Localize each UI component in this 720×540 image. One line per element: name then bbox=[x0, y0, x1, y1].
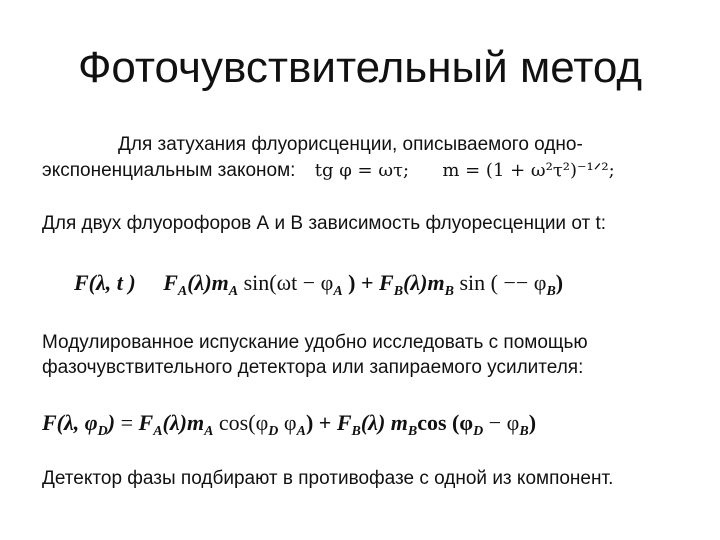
paragraph-2: Для двух флуорофоров А и В зависимость флуоресценции от t: bbox=[42, 213, 607, 234]
eq1-term1-f-sub: A bbox=[177, 284, 188, 299]
eq2-close: ) bbox=[528, 410, 537, 435]
eq1-term2-f: F bbox=[379, 270, 394, 295]
eq2-term1-phi-sub: D bbox=[268, 424, 279, 439]
eq2-term2-f: F bbox=[336, 410, 352, 435]
eq2-lhs-close: ) bbox=[107, 410, 116, 435]
slide-title: Фоточувствительный метод bbox=[77, 43, 643, 92]
eq1-term2-mid: (λ)m bbox=[403, 270, 445, 295]
eq2-term1-phi2-sub: A bbox=[296, 424, 306, 439]
paragraph-4: Детектор фазы подбирают в противофазе с одной из компонент. bbox=[42, 468, 614, 489]
eq2-term2-phi2-sub: B bbox=[519, 424, 529, 439]
eq1-term1-f: F bbox=[163, 270, 178, 295]
eq1-term1-mid: (λ)m bbox=[187, 270, 229, 295]
paragraph-3-line-1: Модулированное испускание удобно исследовать с помощью bbox=[42, 332, 588, 353]
eq2-term2-minus: − φ bbox=[483, 410, 520, 435]
eq2-lhs: F(λ, φ bbox=[42, 410, 98, 435]
eq1-close: ) bbox=[555, 270, 564, 295]
eq2-term1-function: cos(φ bbox=[213, 410, 269, 435]
eq1-term1-function: sin(ωt − φ bbox=[238, 270, 334, 295]
eq2-equals: = bbox=[115, 410, 139, 435]
paragraph-3-line-2: фазочувствительного детектора или запираемого усилителя: bbox=[42, 357, 584, 378]
eq2-term2-m-sub: B bbox=[407, 424, 418, 439]
paragraph-1-line-1: Для затухания флуорисценции, описываемого одно- bbox=[118, 134, 583, 155]
phase-formula: tg φ = ωτ; bbox=[314, 160, 410, 181]
eq1-term2-f-sub: B bbox=[393, 284, 404, 299]
eq1-term1-phi-sub: A bbox=[333, 284, 343, 299]
eq1-term2-m-sub: B bbox=[444, 284, 454, 299]
eq2-lhs-sub: D bbox=[97, 424, 108, 439]
eq1-lhs: F(λ, t ) bbox=[74, 270, 136, 295]
eq2-term1-mid: (λ)m bbox=[162, 410, 205, 435]
modulation-formula: m = (1 + ω²τ²)⁻¹ᐟ²; bbox=[442, 160, 615, 181]
eq1-term2-phi-sub: B bbox=[546, 284, 556, 299]
eq2-term1-f: F bbox=[138, 410, 154, 435]
equation-fluorescence-time bbox=[74, 270, 563, 300]
eq2-plus: ) + bbox=[305, 410, 337, 435]
eq1-term2-function: sin ( −− φ bbox=[453, 270, 547, 295]
paragraph-1-text: экспоненциальным законом: bbox=[42, 160, 296, 181]
eq2-term1-phi2: φ bbox=[278, 410, 297, 435]
eq1-term1-m-sub: A bbox=[228, 284, 239, 299]
eq2-term2-f-sub: B bbox=[351, 424, 361, 439]
eq1-plus: ) + bbox=[342, 270, 380, 295]
eq2-term2-mid: (λ) m bbox=[360, 410, 408, 435]
eq2-term1-m-sub: A bbox=[204, 424, 214, 439]
eq2-term2-function: cos (φ bbox=[417, 410, 474, 435]
eq2-term2-phi-sub: D bbox=[473, 424, 484, 439]
equation-phase-detector bbox=[42, 410, 536, 440]
eq2-term1-f-sub: A bbox=[153, 424, 163, 439]
paragraph-1-line-2 bbox=[42, 158, 615, 184]
